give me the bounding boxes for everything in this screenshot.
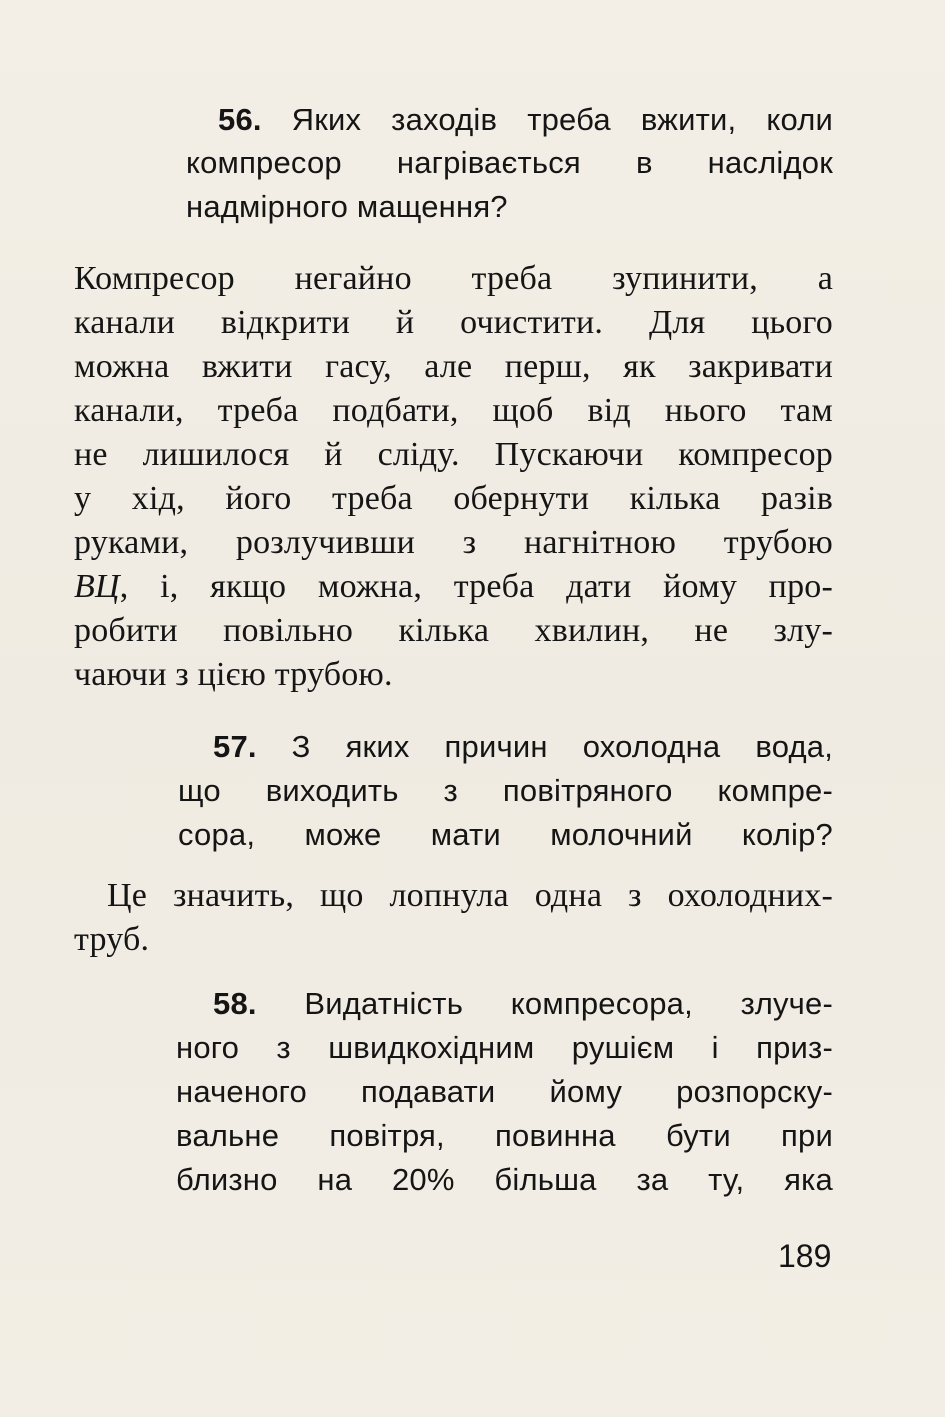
question-58-line-4: вальне повітря, повинна бути при — [176, 1118, 833, 1153]
answer-56-line-7: руками, розлучивши з нагнітною трубою — [74, 524, 833, 561]
answer-57-line-1: Це значить, що лопнула одна з охолодних- — [107, 877, 833, 914]
answer-56-line-1: Компресор негайно треба зупинити, а — [74, 260, 833, 297]
answer-56-line-8-text: , і, якщо можна, треба дати йому про- — [119, 568, 833, 605]
question-58-line-2: ного з швидкохідним рушієм і приз- — [176, 1030, 833, 1065]
answer-56-line-6: у хід, його треба обернути кілька разів — [74, 480, 833, 517]
question-58-number: 58. — [213, 986, 257, 1021]
question-57-line-1 — [213, 725, 833, 769]
question-58-line-5: близно на 20% більша за ту, яка — [176, 1162, 833, 1197]
question-58-text: Видатність компресора, злуче- — [304, 986, 834, 1021]
question-58-line-3: наченого подавати йому розпорску- — [176, 1074, 833, 1109]
question-56-line-3: надмірного мащення? — [186, 189, 508, 224]
answer-56-line-9: робити повільно кілька хвилин, не злу- — [74, 612, 833, 649]
answer-56-line-10: чаючи з цією трубою. — [74, 656, 393, 693]
question-56-line-1 — [218, 98, 833, 142]
question-56-text: Яких заходів треба вжити, коли — [291, 102, 834, 137]
question-57-number: 57. — [213, 729, 257, 764]
answer-56-line-4: канали, треба подбати, щоб від нього там — [74, 392, 833, 429]
question-58-line-1 — [213, 982, 833, 1026]
question-56-number: 56. — [218, 102, 262, 137]
question-57-text: З яких причин охолодна вода, — [291, 729, 834, 764]
page-number: 189 — [778, 1238, 832, 1274]
question-57-line-3: сора, може мати молочний колір? — [178, 817, 833, 852]
answer-56-line-5: не лишилося й сліду. Пускаючи компресор — [74, 436, 833, 473]
question-57-line-2: що виходить з повітряного компре- — [178, 773, 833, 808]
answer-57-line-2: труб. — [74, 921, 150, 958]
answer-56-line-8 — [74, 565, 833, 609]
answer-56-line-2: канали відкрити й очистити. Для цього — [74, 304, 833, 341]
answer-56-line-3: можна вжити гасу, але перш, як закривати — [74, 348, 833, 385]
answer-56-abbreviation: ВЦ — [74, 568, 120, 605]
question-56-line-2: компресор нагрівається в наслідок — [186, 145, 833, 180]
